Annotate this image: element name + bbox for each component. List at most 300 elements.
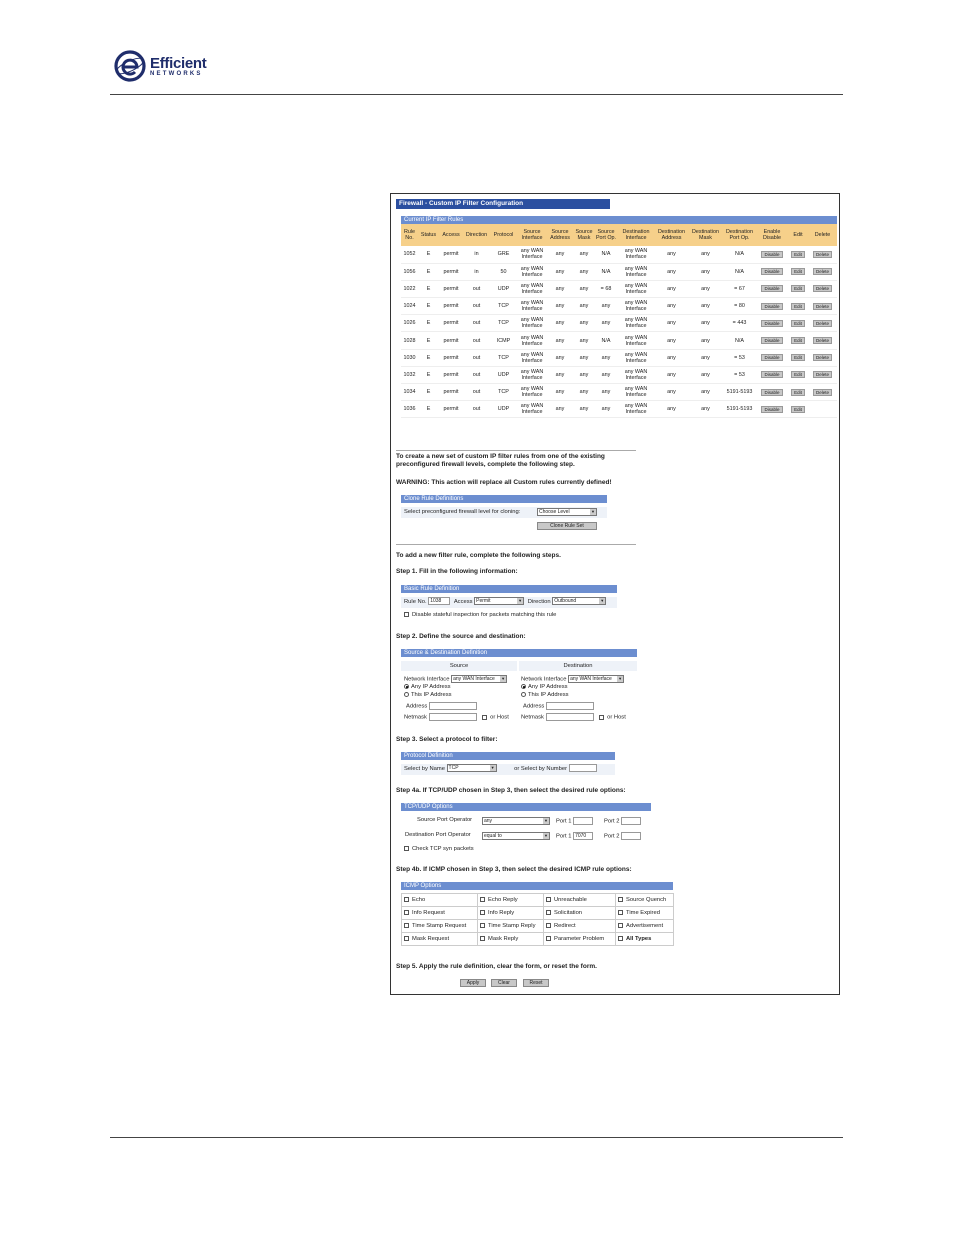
table-cell: out [463,315,490,332]
edit-rule-button[interactable]: Edit [791,303,805,310]
rules-column-header: Status [418,224,439,246]
table-cell: any WAN Interface [517,263,547,280]
edit-rule-button[interactable]: Edit [791,268,805,275]
tcpudp-section [401,803,651,853]
table-cell: any [688,280,723,297]
tcpudp-header: TCP/UDP Options [401,803,651,811]
source-heading: Source [401,661,517,671]
table-cell: any WAN Interface [517,349,547,366]
src-or-host-label: or Host [490,714,509,721]
src-or-host-checkbox[interactable] [482,715,487,720]
clone-level-select[interactable]: Choose Level ▼ [537,508,597,516]
table-cell: any [573,315,595,332]
rules-column-header: Source Port Op. [595,224,617,246]
rules-column-header: Delete [808,224,837,246]
rules-column-header: Direction [463,224,490,246]
icmp-section [401,882,673,946]
icmp-option [616,907,674,920]
icmp-option-checkbox[interactable] [480,897,485,902]
table-cell: N/A [595,332,617,349]
table-cell: TCP [490,298,517,315]
dst-netmask-label: Netmask [521,714,544,721]
src-address-label: Address [406,703,428,710]
icmp-option-checkbox[interactable] [546,936,551,941]
rules-column-header: Source Interface [517,224,547,246]
table-cell: any WAN Interface [617,366,655,383]
protocol-section [401,752,615,772]
edit-rule-button[interactable]: Edit [791,389,805,396]
table-row [401,401,837,418]
table-cell: any WAN Interface [617,401,655,418]
dst-netif-label: Network Interface [521,676,567,683]
table-cell: N/A [723,263,756,280]
table-row [401,384,837,401]
table-cell: N/A [723,246,756,263]
table-cell: E [418,401,439,418]
table-cell: 1032 [401,366,418,383]
table-cell: any [595,315,617,332]
src-netmask-input[interactable] [429,713,477,721]
rules-column-header: Destination Address [655,224,688,246]
table-cell: E [418,263,439,280]
dst-port1-input[interactable]: 7070 [573,832,593,840]
dst-this-ip-label: This IP Address [528,692,569,699]
table-cell [788,280,808,297]
src-port1-label: Port 1 [556,818,572,825]
src-netif-select[interactable]: any WAN Interface ▼ [451,675,507,683]
warning-text: WARNING: This action will replace all Custom rules currently defined! [396,479,612,486]
table-cell [756,263,788,280]
protocol-header: Protocol Definition [401,752,615,760]
step5-text: Step 5. Apply the rule definition, clear the form, or reset the form. [396,963,597,970]
table-cell [808,384,837,401]
page-title: Firewall - Custom IP Filter Configuration [396,199,610,209]
icmp-option-checkbox[interactable] [546,923,551,928]
table-cell: any [595,401,617,418]
table-cell: any [688,263,723,280]
table-cell: permit [439,366,463,383]
rule-no-input[interactable]: 1038 [428,597,450,605]
rules-table [401,224,837,418]
dst-port2-label: Port 2 [604,833,620,840]
icmp-row [402,920,674,933]
table-cell: any [547,246,573,263]
table-cell [756,298,788,315]
basic-rule-header: Basic Rule Definition [401,585,617,593]
icmp-option-checkbox[interactable] [618,897,623,902]
disable-rule-button[interactable]: Disable [761,320,782,327]
src-port1-input[interactable] [573,817,593,825]
delete-rule-button[interactable]: Delete [813,354,832,361]
icmp-option-checkbox[interactable] [546,897,551,902]
table-cell: in [463,263,490,280]
table-row [401,263,837,280]
icmp-option-label: Info Reply [488,910,515,917]
table-cell: any WAN Interface [517,384,547,401]
table-row [401,246,837,263]
table-cell: any [655,332,688,349]
disable-rule-button[interactable]: Disable [761,337,782,344]
table-cell: = 67 [723,280,756,297]
table-cell [756,366,788,383]
table-cell: any [573,401,595,418]
table-cell: N/A [723,332,756,349]
protocol-name-select[interactable]: TCP ▼ [447,764,497,772]
delete-rule-button[interactable]: Delete [813,303,832,310]
table-cell [756,315,788,332]
table-cell: any [655,401,688,418]
icmp-option-label: Source Quench [626,897,667,904]
icmp-option-label: Redirect [554,923,576,930]
icmp-option-checkbox[interactable] [480,923,485,928]
table-cell: any WAN Interface [517,298,547,315]
icmp-option [478,894,544,907]
table-cell: TCP [490,384,517,401]
rules-column-header: Enable Disable [756,224,788,246]
table-cell: any [655,349,688,366]
icmp-options-table [401,893,674,946]
rules-header-row [401,224,837,246]
table-cell [788,401,808,418]
delete-rule-button[interactable]: Delete [813,251,832,258]
table-cell: any [688,401,723,418]
tcp-syn-label: Check TCP syn packets [412,846,474,853]
table-cell: = 443 [723,315,756,332]
table-cell: E [418,298,439,315]
src-port-op-select[interactable]: any ▼ [482,817,550,825]
divider [396,544,636,545]
icmp-option-checkbox[interactable] [546,910,551,915]
table-cell: any [688,315,723,332]
rules-column-header: Access [439,224,463,246]
edit-rule-button[interactable]: Edit [791,337,805,344]
table-cell [808,315,837,332]
table-cell: 1028 [401,332,418,349]
icmp-row [402,894,674,907]
table-cell [756,280,788,297]
table-cell: any [573,366,595,383]
delete-rule-button[interactable]: Delete [813,285,832,292]
edit-rule-button[interactable]: Edit [791,406,805,413]
table-cell: permit [439,280,463,297]
table-cell [808,280,837,297]
rule-no-label: Rule No. [404,599,427,605]
table-cell: any [573,349,595,366]
table-cell: any WAN Interface [617,280,655,297]
apply-button[interactable]: Apply [460,979,486,987]
src-address-input[interactable] [429,702,477,710]
table-cell: UDP [490,401,517,418]
table-cell: any WAN Interface [617,298,655,315]
step4a-text: Step 4a. If TCP/UDP chosen in Step 3, then select the desired rule options: [396,787,626,794]
step3-text: Step 3. Select a protocol to filter: [396,736,498,743]
footer-divider [110,1137,843,1138]
table-cell: out [463,384,490,401]
table-cell: 1026 [401,315,418,332]
disable-rule-button[interactable]: Disable [761,354,782,361]
table-cell: GRE [490,246,517,263]
table-cell: ICMP [490,332,517,349]
disable-rule-button[interactable]: Disable [761,303,782,310]
icmp-option [402,907,478,920]
disable-rule-button[interactable]: Disable [761,251,782,258]
table-cell [756,246,788,263]
src-this-ip-radio[interactable] [404,692,409,697]
table-cell: any [688,332,723,349]
direction-label: Direction [527,599,551,605]
table-cell: any [547,332,573,349]
clone-rule-set-button[interactable]: Clone Rule Set [537,522,597,530]
disable-rule-button[interactable]: Disable [761,371,782,378]
direction-select[interactable]: Outbound ▼ [552,597,606,605]
table-cell: any [573,298,595,315]
src-port-op-label: Source Port Operator [417,817,473,823]
icmp-option-checkbox[interactable] [618,923,623,928]
clone-intro: To create a new set of custom IP filter rules from one of the existing preconfigured firewall levels, complete the following step. [396,453,605,468]
src-any-ip-label: Any IP Address [411,684,451,691]
disable-rule-button[interactable]: Disable [761,406,782,413]
table-row [401,298,837,315]
table-cell [788,246,808,263]
table-cell: out [463,332,490,349]
table-cell: any [595,384,617,401]
basic-rule-section [401,585,617,619]
table-cell: out [463,349,490,366]
table-cell: E [418,366,439,383]
table-cell [756,332,788,349]
dst-this-ip-radio[interactable] [521,692,526,697]
table-cell: = 53 [723,349,756,366]
icmp-option-checkbox[interactable] [404,936,409,941]
dst-netif-select[interactable]: any WAN Interface ▼ [568,675,624,683]
table-cell: any [688,366,723,383]
table-cell: TCP [490,349,517,366]
table-cell: any [573,246,595,263]
dst-or-host-label: or Host [607,714,626,721]
dst-port2-input[interactable] [621,832,641,840]
access-select[interactable]: Permit ▼ [474,597,524,605]
edit-rule-button[interactable]: Edit [791,320,805,327]
table-cell: any WAN Interface [617,384,655,401]
icmp-option [402,920,478,933]
protocol-by-name-label: Select by Name [404,766,445,772]
protocol-number-input[interactable] [569,764,597,772]
table-cell: any [547,384,573,401]
table-cell: any [655,384,688,401]
icmp-option-label: Time Expired [626,910,660,917]
edit-rule-button[interactable]: Edit [791,371,805,378]
table-cell: E [418,349,439,366]
table-row [401,349,837,366]
icmp-option-checkbox[interactable] [404,923,409,928]
dst-port-op-select[interactable]: equal to ▼ [482,832,550,840]
table-cell: any [595,349,617,366]
table-cell: any [655,263,688,280]
table-cell: N/A [595,246,617,263]
table-cell: E [418,332,439,349]
logo-sub: NETWORKS [150,70,203,77]
icmp-option-label: Parameter Problem [554,936,605,943]
table-cell: permit [439,384,463,401]
disable-rule-button[interactable]: Disable [761,268,782,275]
table-cell [808,349,837,366]
delete-rule-button[interactable]: Delete [813,389,832,396]
delete-rule-button[interactable]: Delete [813,337,832,344]
dst-netmask-input[interactable] [546,713,594,721]
table-cell: 1056 [401,263,418,280]
table-cell: out [463,366,490,383]
icmp-option [478,907,544,920]
stateful-checkbox[interactable] [404,612,409,617]
table-cell: permit [439,349,463,366]
table-cell: UDP [490,366,517,383]
table-cell: any [595,298,617,315]
table-cell: any WAN Interface [617,332,655,349]
delete-rule-button[interactable]: Delete [813,320,832,327]
table-cell [756,384,788,401]
dst-port1-label: Port 1 [556,833,572,840]
table-cell: 1024 [401,298,418,315]
rules-column-header: Destination Interface [617,224,655,246]
table-cell: any [655,280,688,297]
firewall-screenshot-frame [390,193,840,995]
icmp-option-label: Time Stamp Reply [488,923,536,930]
src-dst-header: Source & Destination Definition [401,649,637,657]
table-cell: E [418,315,439,332]
table-cell: any [547,298,573,315]
table-cell: any [573,332,595,349]
table-cell: any [547,401,573,418]
icmp-option-label: Unreachable [554,897,587,904]
reset-button[interactable]: Reset [523,979,549,987]
logo-name: Efficient [150,54,207,72]
src-netmask-label: Netmask [404,714,427,721]
table-cell [808,332,837,349]
table-cell: any WAN Interface [617,246,655,263]
logo-e-icon [114,50,146,82]
table-cell: any WAN Interface [517,401,547,418]
icmp-option-checkbox[interactable] [480,936,485,941]
header-divider [110,94,843,95]
disable-rule-button[interactable]: Disable [761,389,782,396]
table-cell: permit [439,263,463,280]
table-cell [788,298,808,315]
icmp-option-checkbox[interactable] [480,910,485,915]
table-cell: any WAN Interface [517,246,547,263]
icmp-option-label: Time Stamp Request [412,923,467,930]
step2-text: Step 2. Define the source and destination: [396,633,526,640]
efficient-networks-logo [114,50,206,82]
edit-rule-button[interactable]: Edit [791,285,805,292]
clear-button[interactable]: Clear [491,979,517,987]
icmp-option-checkbox[interactable] [404,910,409,915]
table-cell: any [655,366,688,383]
clone-label: Select preconfigured firewall level for cloning: [404,509,521,515]
table-cell: any [688,246,723,263]
dst-address-label: Address [523,703,545,710]
dst-any-ip-radio[interactable] [521,684,526,689]
table-cell: out [463,401,490,418]
table-cell: permit [439,298,463,315]
table-cell: any WAN Interface [517,366,547,383]
table-row [401,280,837,297]
table-cell: any [547,263,573,280]
icmp-option-label: Info Request [412,910,445,917]
table-cell: TCP [490,315,517,332]
table-cell: E [418,246,439,263]
dst-any-ip-label: Any IP Address [528,684,568,691]
table-cell: 50 [490,263,517,280]
disable-rule-button[interactable]: Disable [761,285,782,292]
icmp-row [402,907,674,920]
table-cell: any [688,349,723,366]
icmp-option-checkbox[interactable] [404,897,409,902]
table-cell: permit [439,401,463,418]
table-cell [808,246,837,263]
table-cell: any [547,315,573,332]
table-cell: any WAN Interface [617,263,655,280]
icmp-option-checkbox[interactable] [618,936,623,941]
edit-rule-button[interactable]: Edit [791,251,805,258]
table-cell: = 68 [595,280,617,297]
divider [396,450,636,451]
icmp-option-checkbox[interactable] [618,910,623,915]
src-port2-input[interactable] [621,817,641,825]
delete-rule-button[interactable]: Delete [813,371,832,378]
table-cell [788,384,808,401]
icmp-option [402,933,478,946]
table-cell [788,315,808,332]
src-any-ip-radio[interactable] [404,684,409,689]
tcp-syn-checkbox[interactable] [404,846,409,851]
table-cell: any [573,263,595,280]
dst-or-host-checkbox[interactable] [599,715,604,720]
table-cell: 1052 [401,246,418,263]
table-cell: out [463,280,490,297]
delete-rule-button[interactable]: Delete [813,268,832,275]
icmp-option-label: All Types [626,936,652,943]
rules-column-header: Source Address [547,224,573,246]
table-cell: any [573,280,595,297]
table-cell: out [463,298,490,315]
icmp-option [616,920,674,933]
table-cell [808,366,837,383]
icmp-option-label: Advertisement [626,923,664,930]
table-cell [788,366,808,383]
table-cell: E [418,280,439,297]
table-cell: E [418,384,439,401]
icmp-option [478,933,544,946]
rules-column-header: Destination Mask [688,224,723,246]
icmp-option [544,894,616,907]
table-cell [808,298,837,315]
table-cell [788,349,808,366]
table-cell: any [547,366,573,383]
edit-rule-button[interactable]: Edit [791,354,805,361]
table-cell [788,263,808,280]
step1-text: Step 1. Fill in the following information: [396,568,518,575]
current-rules-section [401,216,837,418]
icmp-option-label: Mask Request [412,936,450,943]
dst-address-input[interactable] [546,702,594,710]
icmp-option [616,894,674,907]
table-cell [756,401,788,418]
icmp-option [402,894,478,907]
stateful-label: Disable stateful inspection for packets matching this rule [412,612,557,619]
icmp-option [478,920,544,933]
src-netif-label: Network Interface [404,676,450,683]
rules-column-header: Rule No. [401,224,418,246]
